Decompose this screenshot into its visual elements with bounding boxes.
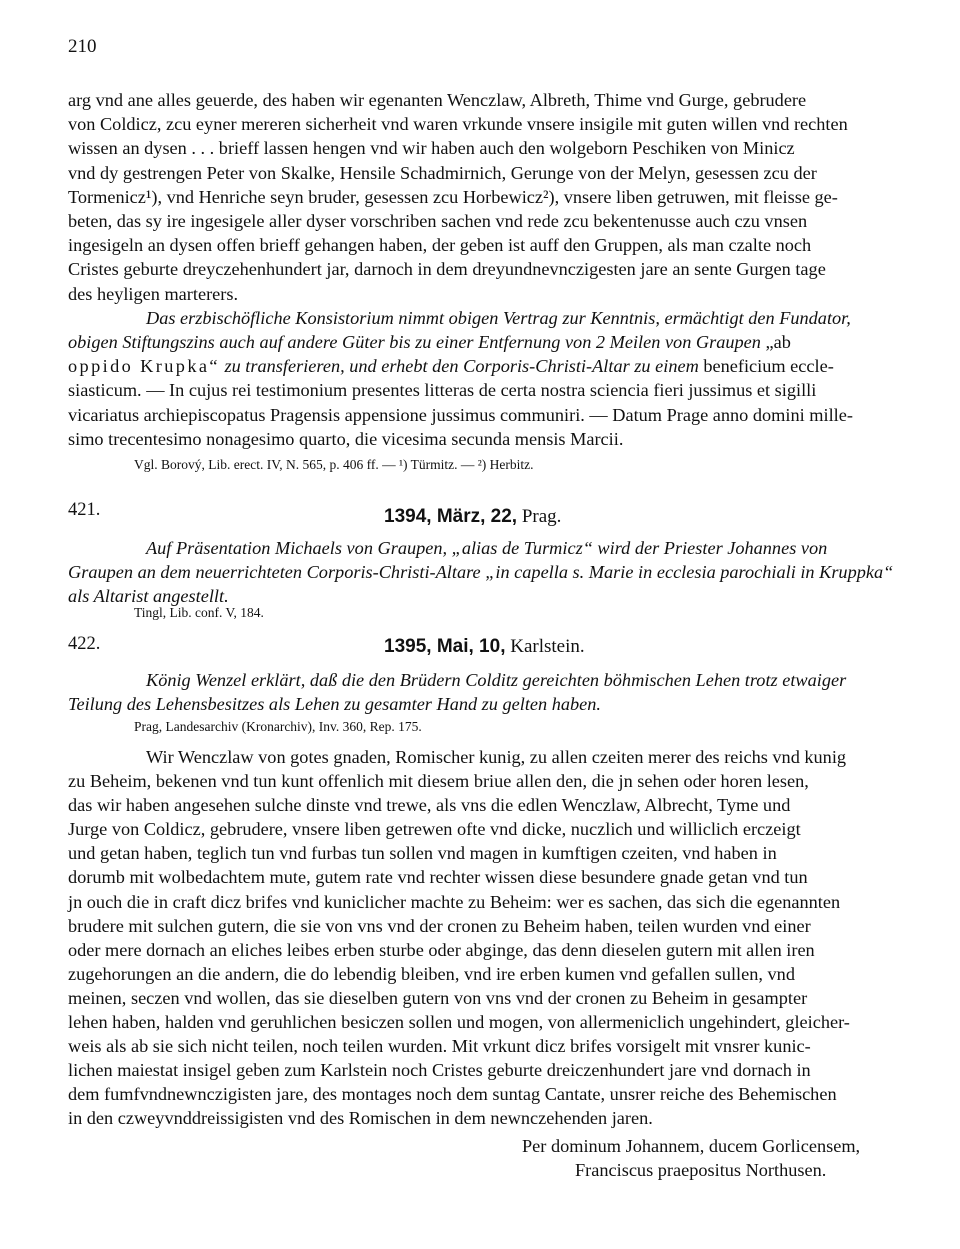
text-line: Tormenicz¹), vnd Henriche seyn bruder, gesessen zcu Horbewicz²), vnsere liben getruwen, mit fleisse ge-: [68, 186, 838, 207]
text-line: Jurge von Coldicz, gebrudere, vnsere liben getrewen ofte vnd dicke, nuczlich und williclich erczeigt: [68, 819, 801, 840]
italic-summary-line: oppido Krupka“ zu transferieren, und erhebt den Corporis-Christi-Altar zu einem beneficium eccle-: [68, 356, 834, 377]
text-line: zu Beheim, bekenen vnd tun kunt offenlich mit diesem briue allen den, die jn sehen oder horen lesen,: [68, 771, 809, 792]
text-line: simo trecentesimo nonagesimo quarto, die vicesima secunda mensis Marcii.: [68, 428, 624, 449]
text-line: des heyligen marterers.: [68, 283, 239, 304]
text-line: arg vnd ane alles geuerde, des haben wir egenanten Wenczlaw, Albreth, Thime vnd Gurge, gebrudere: [68, 90, 807, 110]
entry-summary: [68, 536, 914, 609]
page-number: 210: [68, 36, 97, 57]
text-line: vnd dy gestrengen Peter von Skalke, Hensile Schadmirnich, Gerunge von der Melyn, gesessen zcu der: [68, 162, 817, 183]
text-line: zugehorungen an die andern, die do lebendig bleiben, vnd ire erben kumen vnd gefallen sullen, vnd: [68, 963, 795, 984]
entry-summary: [68, 668, 914, 716]
text-line: vicariatus archiepiscopatus Pragensis appensione jussimus communiri. — Datum Prage anno domini mille-: [68, 404, 853, 425]
text-line: dorumb mit wolbedachtem mute, gutem rate vnd rechter wissen diese besundere gnade getan vnd tun: [68, 867, 808, 888]
text-line: jn ouch die in craft dicz brifes vnd kuniclicher machte zu Beheim: wer es sachen, das sich die egenannten: [68, 891, 841, 912]
text-line: in den czweyvnddreissigisten vnd des Romischen in dem newnczehenden jaren.: [68, 1108, 653, 1129]
source-note: Tingl, Lib. conf. V, 184.: [134, 605, 264, 620]
entry-number: 421.: [68, 500, 101, 520]
text-line: wissen an dysen . . . brieff lassen hengen vnd wir haben auch den wolgeborn Peschiken von Minicz: [68, 138, 795, 159]
signature-line: Franciscus praepositus Northusen.: [575, 1160, 827, 1180]
text-line: oder mere dornach an eliches leibes erben sturbe oder abginge, das denn dieselen gutern mit allen iren: [68, 939, 815, 960]
italic-summary-line: obigen Stiftungszins auch auf andere Güter bis zu einer Entfernung von 2 Meilen von Graupen „ab: [68, 332, 791, 353]
text-line: ingesigeln an dysen offen brieff gehangen haben, der geben ist auff den Gruppen, als man czalte noch: [68, 235, 812, 256]
text-line: lehen haben, halden vnd geruhlichen besiczen sollen und mogen, von allermeniclich ungehindert, gleicher-: [68, 1012, 850, 1033]
entry-number: 422.: [68, 634, 101, 654]
text-line: beten, das sy ire ingesigele aller dyser vorschriben sachen vnd rede zcu bekentenusse auch czu vnsen: [68, 211, 808, 232]
text-line: siasticum. — In cujus rei testimonium presentes litteras de certa nostra sciencia fieri jussimus et sigilli: [68, 380, 817, 401]
summary-line: als Altarist angestellt.: [68, 586, 229, 607]
document-text: [68, 745, 914, 1131]
italic-summary-line: Das erzbischöfliche Konsistorium nimmt obigen Vertrag zur Kenntnis, ermächtigt den Fundator,: [146, 307, 851, 328]
continued-document-text: [68, 88, 914, 474]
text-line: von Coldicz, zcu eyner mereren sicherheit vnd waren vrkunde vnsere insigile mit guten willen vnd rechten: [68, 114, 848, 135]
summary-line: Teilung des Lehensbesitzes als Lehen zu gesamter Hand zu gelten haben.: [68, 694, 601, 715]
text-line: das wir haben angesehen sulche dinste vnd trewe, als vns die edlen Wenczlaw, Albrecht, Tyme und: [68, 795, 791, 816]
entry-date: 1394, März, 22, Prag.: [384, 506, 562, 527]
text-line: dem fumfvndnewnczigisten jare, des montages noch dem suntag Cantate, unsrer reiche des Behemischen: [68, 1084, 837, 1105]
entry-date: 1395, Mai, 10, Karlstein.: [384, 636, 585, 657]
summary-line: König Wenzel erklärt, daß die den Brüdern Colditz gereichten böhmischen Lehen trotz etwaiger: [146, 670, 847, 690]
text-line: Cristes geburte dreyczehenhundert jar, darnoch in dem dreyundnevnczigesten jare an sente Gurgen tage: [68, 259, 826, 280]
text-line: Wir Wenczlaw von gotes gnaden, Romischer kunig, zu allen czeiten merer des reichs vnd kunig: [146, 747, 847, 767]
text-line: lichen maiestat insigel geben zum Karlstein noch Cristes geburte dreiczenhundert jare vnd dornach in: [68, 1060, 811, 1081]
text-line: weis als ab sie sich nicht teilen, noch teilen wurden. Mit vrkunt dicz brifes vorsigelt mit vnsrer kunic-: [68, 1036, 811, 1057]
text-line: meinen, seczen vnd wollen, das sie dieselben gutern von vns vnd der cronen zu Beheim in gesampter: [68, 987, 808, 1008]
source-note: Prag, Landesarchiv (Kronarchiv), Inv. 360, Rep. 175.: [134, 719, 422, 734]
signature-line: Per dominum Johannem, ducem Gorlicensem,: [522, 1136, 861, 1156]
text-line: und getan haben, teglich tun vnd furbas tun sollen vnd magen in kumftigen czeiten, vnd haben in: [68, 843, 777, 864]
summary-line: Auf Präsentation Michaels von Graupen, „alias de Turmicz“ wird der Priester Johannes von: [146, 538, 828, 558]
source-note: Vgl. Borový, Lib. erect. IV, N. 565, p. 406 ff. — ¹) Türmitz. — ²) Herbitz.: [134, 457, 534, 473]
text-line: brudere mit sulchen gutern, die sie von vns vnd der cronen zu Beheim haben, teilen wurden vnd einer: [68, 915, 811, 936]
summary-line: Graupen an dem neuerrichteten Corporis-Christi-Altare „in capella s. Marie in ecclesia parochiali in Kruppka“: [68, 562, 894, 583]
